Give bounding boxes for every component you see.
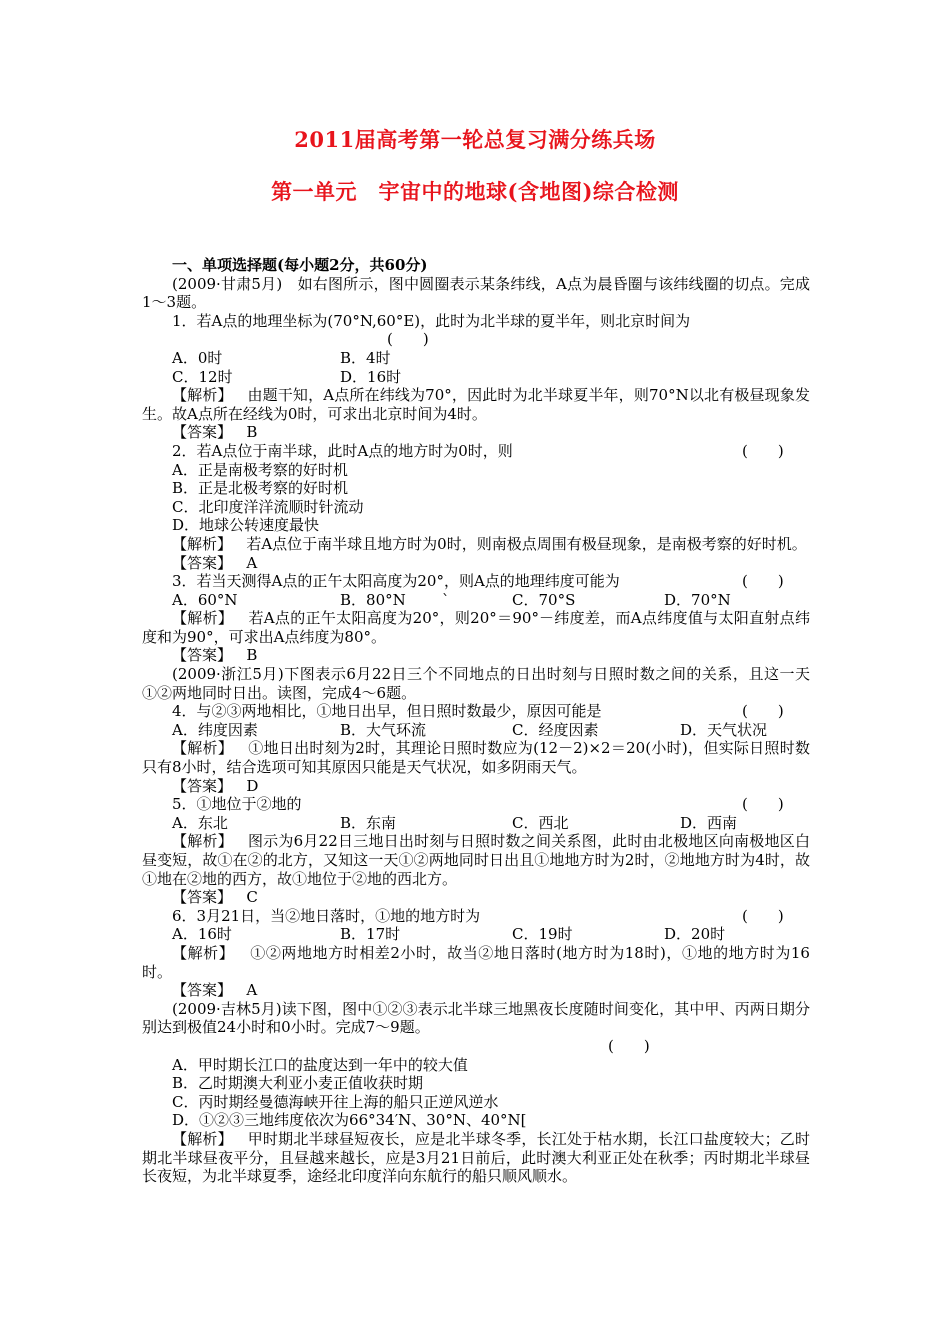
analysis-text: 若A点位于南半球且地方时为0时，则南极点周围有极昼现象，是南极考察的好时机。 — [246, 534, 807, 553]
question-7-paren-line — [142, 1037, 810, 1056]
analysis-text: 由题干知，A点所在纬线为70°，因此时为北半球夏半年，则70°N以北有极昼现象发生。故A点所在经线为0时，可求出北京时间为4时。 — [142, 386, 810, 423]
document-subtitle: 第一单元 宇宙中的地球(含地图)综合检测 — [271, 179, 679, 204]
answer-paren: ( ) — [608, 1036, 650, 1055]
answer-value: B — [246, 423, 258, 442]
analysis-tag: 【解析】 — [172, 1129, 233, 1148]
option-a: A．东北 — [172, 813, 228, 832]
analysis-text: 图示为6月22日三地日出时刻与日照时数之间关系图，此时由北极地区向南极地区白昼变短，故①在②的北方，又知这一天①②两地同时日出且①地地方时为2时，②地地方时为4时，故①地在②地的西方，故①地位于②地的西北方。 — [142, 832, 810, 888]
option-b: B．正是北极考察的好时机 — [172, 479, 349, 498]
question-4-stem — [142, 702, 810, 721]
option-c: C．12时 — [172, 367, 233, 386]
question-1-options-ab — [142, 349, 810, 368]
question-3-analysis — [142, 609, 810, 646]
analysis-text: ①地日出时刻为2时，其理论日照时数应为(12－2)×2＝20(小时)，但实际日照时数只有8小时，结合选项可知其原因只能是天气状况，如多阴雨天气。 — [142, 739, 810, 777]
option-d: D．16时 — [340, 367, 402, 386]
answer-paren: ( ) — [742, 795, 784, 814]
intro-paragraph-3: (2009·吉林5月)读下图，图中①②③表示北半球三地黑夜长度随时间变化，其中甲、丙两日期分别达到极值24小时和0小时。完成7～9题。 — [142, 999, 810, 1037]
analysis-text: 若A点的正午太阳高度为20°，则20°＝90°－纬度差，而A点纬度值与太阳直射点纬度和为90°，可求出A点纬度为80°。 — [142, 609, 810, 646]
analysis-tag: 【解析】 — [172, 739, 234, 758]
option-d: D．70°N — [664, 590, 731, 609]
option-a: A．纬度因素 — [172, 720, 258, 739]
option-c: C．西北 — [512, 813, 569, 832]
intro-paragraph-1: (2009·甘肃5月) 如右图所示，图中圆圈表示某条纬线，A点为晨昏圈与该纬线圈的切点。完成1～3题。 — [142, 274, 810, 312]
option-d: D．西南 — [680, 813, 738, 832]
question-1-answer — [142, 423, 810, 442]
document-body — [142, 256, 810, 1186]
answer-value: C — [246, 888, 258, 907]
option-d: D．20时 — [664, 925, 726, 944]
option-a: A．0时 — [172, 348, 223, 367]
option-b: B．80°N — [340, 590, 406, 609]
question-7-analysis — [142, 1130, 810, 1186]
question-6-answer — [142, 981, 810, 1000]
question-4-answer — [142, 777, 810, 796]
question-4-options — [142, 721, 810, 740]
option-b: B．4时 — [340, 348, 391, 367]
question-3-answer — [142, 646, 810, 665]
answer-tag: 【答案】 — [172, 646, 233, 665]
question-1-stem: 1．若A点的地理坐标为(70°N,60°E)，此时为北半球的夏半年，则北京时间为 — [172, 311, 691, 330]
answer-value: B — [246, 646, 258, 665]
answer-tag: 【答案】 — [172, 981, 233, 1000]
analysis-text: ①②两地地方时相差2小时，故当②地日落时(地方时为18时)，①地的地方时为16时。 — [142, 943, 810, 981]
option-d: D．①②③三地纬度依次为66°34′N、30°N、40°N[ — [172, 1111, 527, 1130]
answer-paren: ( ) — [387, 330, 429, 349]
answer-paren: ( ) — [742, 906, 784, 925]
question-2-stem — [142, 442, 810, 461]
answer-tag: 【答案】 — [172, 553, 233, 572]
option-a: A．甲时期长江口的盐度达到一年中的较大值 — [172, 1055, 468, 1074]
question-stem-text: 4．与②③两地相比，①地日出早，但日照时数最少，原因可能是 — [172, 702, 602, 721]
option-b: B．东南 — [340, 813, 397, 832]
answer-paren: ( ) — [742, 572, 784, 591]
option-c: C．70°S — [512, 590, 576, 609]
option-c: C．丙时期经曼德海峡开往上海的船只正逆风逆水 — [172, 1092, 499, 1111]
option-c: C．北印度洋洋流顺时针流动 — [172, 497, 364, 516]
question-6-options — [142, 925, 810, 944]
question-6-stem — [142, 907, 810, 926]
option-b: B．乙时期澳大利亚小麦正值收获时期 — [172, 1074, 424, 1093]
question-stem-text: 6．3月21日，当②地日落时，①地的地方时为 — [172, 906, 481, 925]
question-1-analysis — [142, 386, 810, 423]
analysis-tag: 【解析】 — [172, 386, 233, 405]
option-d: D．地球公转速度最快 — [172, 516, 320, 535]
answer-value: A — [246, 553, 258, 572]
option-b: B．大气环流 — [340, 720, 427, 739]
answer-value: D — [246, 776, 259, 795]
answer-value: A — [246, 981, 258, 1000]
option-d: D．天气状况 — [680, 720, 768, 739]
question-6-analysis — [142, 944, 810, 981]
answer-paren: ( ) — [742, 702, 784, 721]
question-4-analysis — [142, 739, 810, 776]
answer-tag: 【答案】 — [172, 423, 233, 442]
option-b: B．17时 — [340, 925, 401, 944]
answer-tag: 【答案】 — [172, 888, 233, 907]
question-2-answer — [142, 554, 810, 573]
question-5-answer — [142, 888, 810, 907]
question-3-options — [142, 591, 810, 610]
option-a: A．60°N — [172, 590, 238, 609]
analysis-tag: 【解析】 — [172, 943, 235, 962]
option-a: A．16时 — [172, 925, 232, 944]
stray-tick: ` — [442, 590, 450, 609]
option-c: C．19时 — [512, 925, 573, 944]
question-2-analysis — [142, 535, 810, 554]
analysis-tag: 【解析】 — [172, 609, 234, 628]
question-stem-text: 3．若当天测得A点的正午太阳高度为20°，则A点的地理纬度可能为 — [172, 572, 620, 591]
question-3-stem — [142, 572, 810, 591]
answer-paren: ( ) — [742, 441, 784, 460]
question-stem-text: 2．若A点位于南半球，此时A点的地方时为0时，则 — [172, 441, 513, 460]
option-c: C．经度因素 — [512, 720, 599, 739]
analysis-tag: 【解析】 — [172, 534, 233, 553]
analysis-tag: 【解析】 — [172, 832, 233, 851]
intro-paragraph-2: (2009·浙江5月)下图表示6月22日三个不同地点的日出时刻与日照时数之间的关系，且这一天①②两地同时日出。读图，完成4～6题。 — [142, 665, 810, 702]
question-5-stem — [142, 795, 810, 814]
question-stem-text: 5．①地位于②地的 — [172, 795, 302, 814]
analysis-text: 甲时期北半球昼短夜长，应是北半球冬季，长江处于枯水期，长江口盐度较大；乙时期北半球昼夜平分，且昼越来越长，应是3月21日前后，此时澳大利亚正处在秋季；丙时期北半球昼长夜短，为北半球夏季，途经北印度洋向东航行的船只顺风顺水。 — [142, 1129, 810, 1186]
question-5-analysis — [142, 832, 810, 888]
document-title: 2011届高考第一轮总复习满分练兵场 — [294, 127, 656, 152]
question-1-paren-line — [142, 330, 810, 349]
question-5-options — [142, 814, 810, 833]
answer-tag: 【答案】 — [172, 776, 233, 795]
question-1-options-cd — [142, 368, 810, 387]
option-a: A．正是南极考察的好时机 — [172, 460, 348, 479]
section-heading: 一、单项选择题(每小题2分，共60分) — [172, 256, 428, 274]
